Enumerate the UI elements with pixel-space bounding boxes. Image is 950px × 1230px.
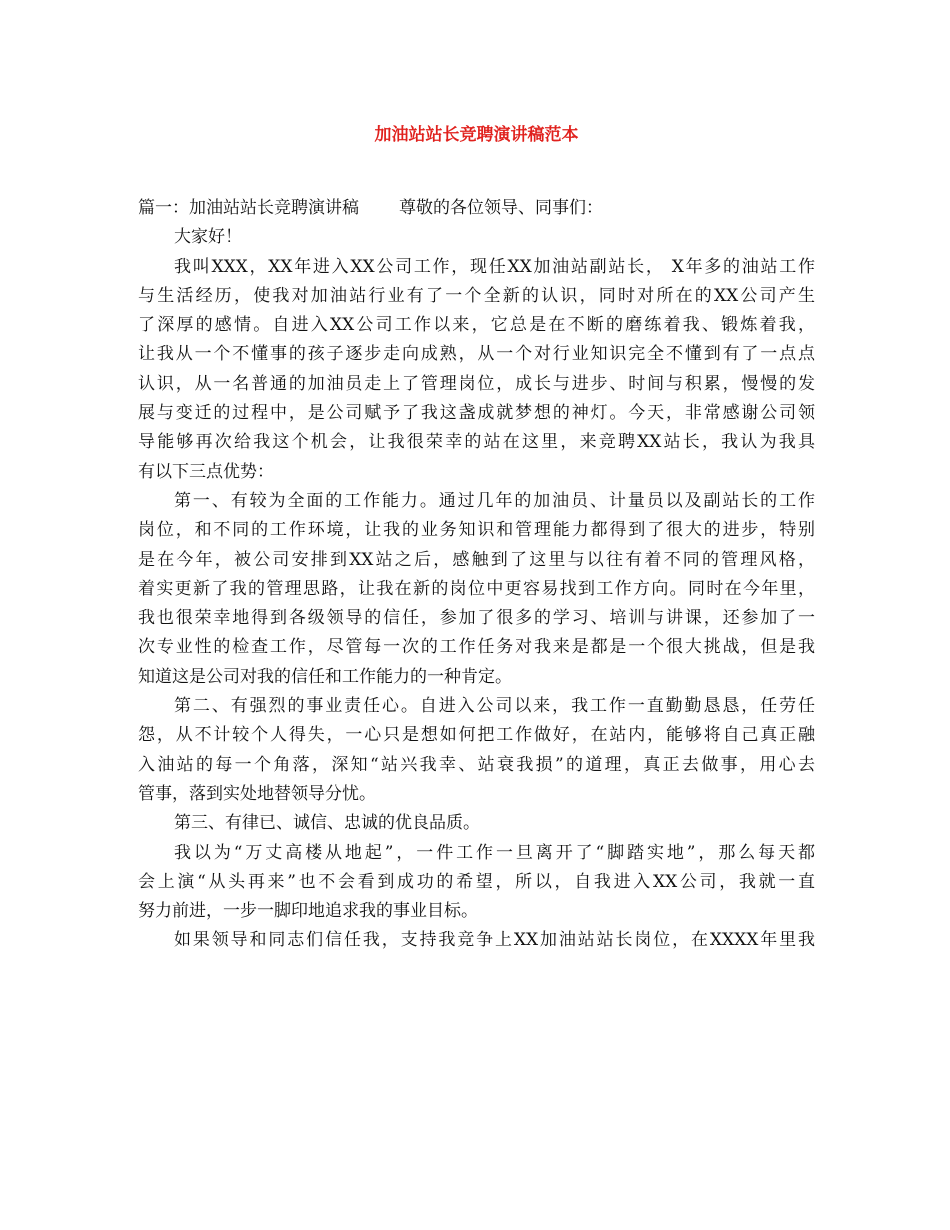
- paragraph-line: 认识，从一名普通的加油员走上了管理岗位，成长与进步、时间与积累，慢慢的发: [138, 373, 815, 394]
- paragraph-line: 怨，从不计较个人得失，一心只是想如何把工作做好，在站内，能够将自己真正融: [138, 725, 815, 746]
- paragraph-line: 第一、有较为全面的工作能力。通过几年的加油员、计量员以及副站长的工作: [174, 490, 815, 511]
- paragraph-line: 让我从一个不懂事的孩子逐步走向成熟，从一个对行业知识完全不懂到有了一点点: [138, 344, 815, 365]
- section-heading: 篇一：加油站站长竞聘演讲稿: [138, 198, 359, 218]
- paragraph-line: 是在今年，被公司安排到XX站之后，感触到了这里与以往有着不同的管理风格，: [138, 549, 815, 570]
- salutation: 尊敬的各位领导、同事们：: [399, 198, 603, 218]
- paragraph-line: 与生活经历，使我对加油站行业有了一个全新的认识，同时对所在的XX公司产生: [138, 285, 815, 306]
- paragraph-line: 有以下三点优势：: [138, 461, 274, 482]
- paragraph-line: 入油站的每一个角落，深知“站兴我幸、站衰我损”的道理，真正去做事，用心去: [138, 754, 815, 775]
- body-lines: [138, 223, 815, 955]
- paragraph-line: 展与变迁的过程中，是公司赋予了我这盏成就梦想的神灯。今天，非常感谢公司领: [138, 403, 815, 424]
- section-heading-line: [138, 194, 815, 223]
- paragraph-line: 如果领导和同志们信任我，支持我竞争上XX加油站站长岗位，在XXXX年里我: [174, 930, 815, 951]
- paragraph-line: 会上演“从头再来”也不会看到成功的希望，所以，自我进入XX公司，我就一直: [138, 871, 815, 892]
- paragraph-line: 努力前进，一步一脚印地追求我的事业目标。: [138, 901, 478, 922]
- paragraph-line: 次专业性的检查工作，尽管每一次的工作任务对我来是都是一个很大挑战，但是我: [138, 637, 815, 658]
- paragraph-line: 导能够再次给我这个机会，让我很荣幸的站在这里，来竞聘XX站长，我认为我具: [138, 432, 815, 453]
- paragraph-line: 知道这是公司对我的信任和工作能力的一种肯定。: [138, 666, 512, 687]
- paragraph-line: 我叫XXX，XX年进入XX公司工作，现任XX加油站副站长， X年多的油站工作: [174, 256, 815, 277]
- paragraph-line: 管事，落到实处地替领导分忧。: [138, 783, 376, 804]
- paragraph-line: 岗位，和不同的工作环境，让我的业务知识和管理能力都得到了很大的进步，特别: [138, 520, 815, 541]
- paragraph-line: 第二、有强烈的事业责任心。自进入公司以来，我工作一直勤勤恳恳，任劳任: [174, 696, 815, 717]
- paragraph-line: 我以为“万丈高楼从地起”，一件工作一旦离开了“脚踏实地”，那么每天都: [174, 842, 815, 863]
- paragraph-line: 大家好！: [174, 227, 242, 248]
- paragraph-line: 了深厚的感情。自进入XX公司工作以来，它总是在不断的磨练着我、锻炼着我，: [138, 315, 815, 336]
- paragraph-line: 第三、有律已、诚信、忠诚的优良品质。: [174, 813, 480, 834]
- document-title: 加油站站长竞聘演讲稿范本: [374, 125, 579, 145]
- paragraph-line: 我也很荣幸地得到各级领导的信任，参加了很多的学习、培训与讲课，还参加了一: [138, 608, 815, 629]
- document-body: [138, 194, 815, 956]
- paragraph-line: 着实更新了我的管理思路，让我在新的岗位中更容易找到工作方向。同时在今年里，: [138, 578, 815, 599]
